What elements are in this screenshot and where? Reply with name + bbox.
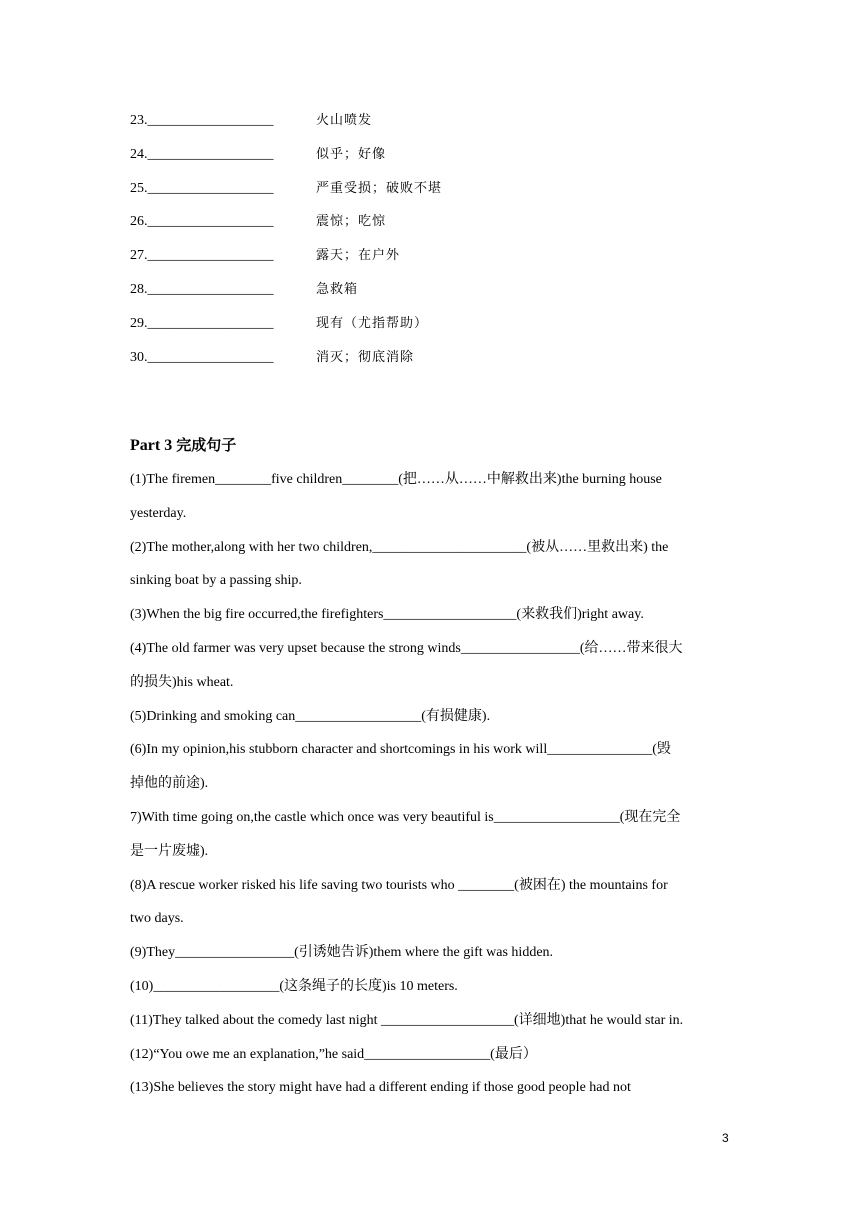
- section-heading: [130, 434, 236, 457]
- sentence-line: (1)The firemen________five children________(把……从……中解救出来)the burning house: [130, 472, 662, 487]
- vocab-item: [130, 281, 730, 315]
- vocab-item: [130, 315, 730, 349]
- vocab-item: [130, 247, 730, 281]
- sentence-line: (5)Drinking and smoking can__________________(有损健康).: [130, 708, 491, 724]
- vocab-definition: 火山喷发: [316, 113, 373, 128]
- vocab-definition: 急救箱: [316, 281, 359, 297]
- vocab-definition: 震惊；吃惊: [316, 214, 387, 230]
- vocab-blank: 26.__________________: [130, 214, 274, 230]
- sentence-line: 掉他的前途).: [130, 776, 209, 792]
- sentence-line: 的损失)his wheat.: [130, 674, 234, 690]
- vocab-item: [130, 213, 730, 247]
- vocab-blank: 25.__________________: [130, 180, 274, 196]
- vocab-blank: 28.__________________: [130, 281, 274, 297]
- sentence-line: (11)They talked about the comedy last night ___________________(详细地)that he would star in.: [130, 1012, 684, 1028]
- sentence-line: (9)They_________________(引诱她告诉)them where the gift was hidden.: [130, 945, 554, 961]
- vocab-blank: 30.__________________: [130, 349, 274, 365]
- sentence-line: (12)“You owe me an explanation,”he said__________________(最后）: [130, 1046, 537, 1062]
- sentence-line: (8)A rescue worker risked his life saving two tourists who ________(被困在) the mountains for: [130, 877, 668, 893]
- sentence-line: two days.: [130, 911, 184, 927]
- vocab-blank: 23.__________________: [130, 113, 274, 128]
- sentence-line: 是一片废墟).: [130, 843, 209, 859]
- vocab-item: [130, 180, 730, 214]
- sentence-line: yesterday.: [130, 505, 187, 521]
- vocab-definition: 消灭；彻底消除: [316, 349, 415, 365]
- vocab-definition: 露天；在户外: [316, 248, 401, 264]
- sentence-line: (3)When the big fire occurred,the firefighters___________________(来救我们)right away.: [130, 607, 644, 623]
- sentence-line: (10)__________________(这条绳子的长度)is 10 meters.: [130, 978, 458, 994]
- vocab-definition: 严重受损；破败不堪: [316, 180, 443, 196]
- vocab-item: [130, 349, 730, 383]
- vocab-blank: 27.__________________: [130, 248, 274, 264]
- vocab-definition: 现有（尤指帮助）: [316, 315, 429, 331]
- vocabulary-list: [130, 112, 730, 382]
- sentence-line: (6)In my opinion,his stubborn character and shortcomings in his work will_______________(毁: [130, 742, 671, 758]
- vocab-item: [130, 146, 730, 180]
- sentence-line: (13)She believes the story might have had a different ending if those good people had not: [130, 1080, 631, 1096]
- sentence-line: (4)The old farmer was very upset because the strong winds_________________(给……带来很大: [130, 640, 683, 656]
- section-title-text: 完成句子: [176, 436, 237, 454]
- section-part-label: Part 3: [130, 437, 173, 454]
- sentence-completion-list: [130, 470, 730, 1112]
- sentence-line: (2)The mother,along with her two children,______________________(被从……里救出来) the: [130, 539, 669, 555]
- page-number: 3: [722, 1131, 729, 1145]
- vocab-definition: 似乎；好像: [316, 146, 387, 162]
- vocab-blank: 29.__________________: [130, 315, 274, 331]
- vocab-blank: 24.__________________: [130, 146, 274, 162]
- sentence-line: 7)With time going on,the castle which once was very beautiful is__________________(现在完全: [130, 809, 681, 825]
- vocab-item: [130, 112, 730, 146]
- sentence-line: sinking boat by a passing ship.: [130, 573, 302, 589]
